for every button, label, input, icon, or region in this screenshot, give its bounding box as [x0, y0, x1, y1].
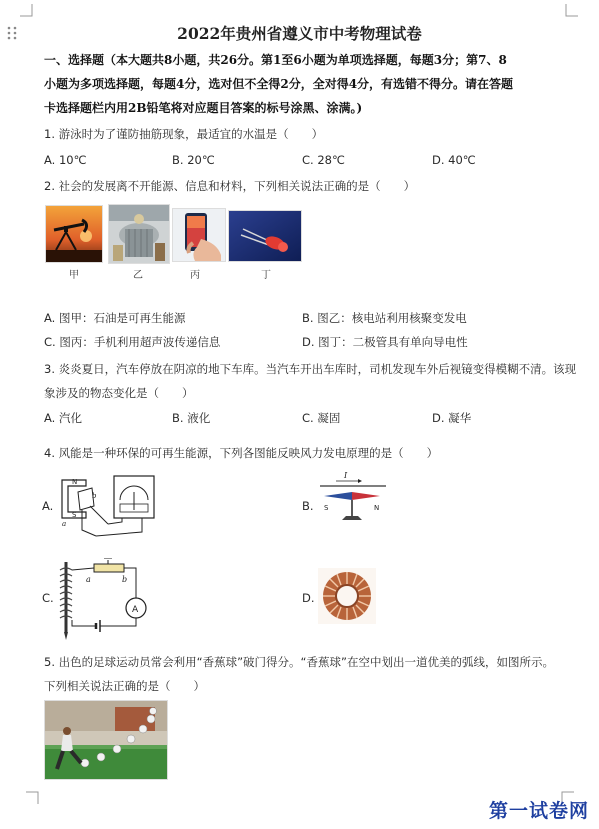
oersted-compass-diagram [318, 470, 388, 528]
q4-option-c[interactable]: C. [42, 591, 54, 605]
nuclear-reactor-image [108, 204, 170, 264]
section-heading-line2: 小题为多项选择题，每题4分，选对但不全得2分，全对得4分，有选错不得分。请在答题 [44, 77, 514, 91]
q2-option-c[interactable]: C. 图丙：手机利用超声波传递信息 [44, 335, 221, 349]
q4-option-b[interactable]: B. [302, 499, 314, 513]
q5-stem-line2: 下列相关说法正确的是（ ） [44, 679, 205, 693]
section-heading-line3: 卡选择题栏内用2B铅笔将对应题目答案的标号涂黑、涂满。) [44, 101, 363, 115]
q3-option-b[interactable]: B. 液化 [172, 411, 211, 425]
led-diode-image [228, 210, 302, 262]
section-heading-line1: 一、选择题（本大题共8小题，共26分。第1至6小题为单项选择题，每题3分；第7、8 [44, 53, 507, 67]
q1-stem: 1. 游泳时为了谨防抽筋现象，最适宜的水温是（ ） [44, 127, 324, 141]
q3-option-a[interactable]: A. 汽化 [44, 411, 82, 425]
q4-option-d[interactable]: D. [302, 591, 315, 605]
q2-option-d[interactable]: D. 图丁：二极管具有单向导电性 [302, 335, 468, 349]
caption-bing: 丙 [190, 270, 200, 281]
q1-option-c[interactable]: C. 28℃ [302, 153, 345, 167]
site-watermark: 第一试卷网 [488, 800, 589, 822]
crop-mark-bottom-left [26, 790, 40, 804]
q2-option-b[interactable]: B. 图乙：核电站利用核聚变发电 [302, 311, 467, 325]
coil-a-label: a [62, 520, 67, 528]
page-title: 2022年贵州省遵义市中考物理试卷 [177, 24, 422, 43]
q1-option-d[interactable]: D. 40℃ [432, 153, 476, 167]
coil-b-label: b [92, 492, 97, 500]
current-i-label: I [344, 471, 348, 480]
electromagnet-diagram [56, 558, 156, 642]
magnet-n-label: N [72, 478, 78, 486]
crop-mark-top-right [564, 4, 578, 18]
ammeter-label: A [132, 605, 139, 615]
rheostat-a-label: a [86, 575, 91, 584]
q2-stem: 2. 社会的发展离不开能源、信息和材料，下列相关说法正确的是（ ） [44, 179, 416, 193]
q3-stem-line1: 3. 炎炎夏日，汽车停放在阴凉的地下车库。当汽车开出车库时，司机发现车外后视镜变得模糊不清。该现 [44, 362, 577, 376]
q5-stem-line1: 5. 出色的足球运动员常会利用“香蕉球”破门得分。“香蕉球”在空中划出一道优美的弧线，如图所示。 [44, 655, 554, 669]
q1-option-b[interactable]: B. 20℃ [172, 153, 215, 167]
q3-stem-line2: 象涉及的物态变化是（ ） [44, 386, 194, 400]
rheostat-b-label: b [122, 575, 128, 584]
caption-jia: 甲 [69, 270, 79, 281]
magnet-s-label: S [72, 511, 77, 519]
copper-coil-image [318, 568, 376, 624]
q3-option-c[interactable]: C. 凝固 [302, 411, 341, 425]
caption-yi: 乙 [133, 270, 143, 281]
mobile-phone-image [172, 208, 226, 262]
q3-option-d[interactable]: D. 凝华 [432, 411, 472, 425]
q4-option-a[interactable]: A. [42, 499, 54, 513]
q2-option-a[interactable]: A. 图甲：石油是可再生能源 [44, 311, 186, 325]
compass-n-label: N [374, 504, 380, 512]
compass-s-label: S [324, 504, 329, 512]
generator-diagram [52, 470, 164, 542]
q4-stem: 4. 风能是一种环保的可再生能源，下列各图能反映风力发电原理的是（ ） [44, 446, 439, 460]
caption-ding: 丁 [261, 270, 271, 281]
q1-option-a[interactable]: A. 10℃ [44, 153, 87, 167]
crop-mark-top-left [20, 4, 34, 18]
banana-kick-photo [44, 700, 168, 780]
oil-pump-image [45, 205, 103, 263]
